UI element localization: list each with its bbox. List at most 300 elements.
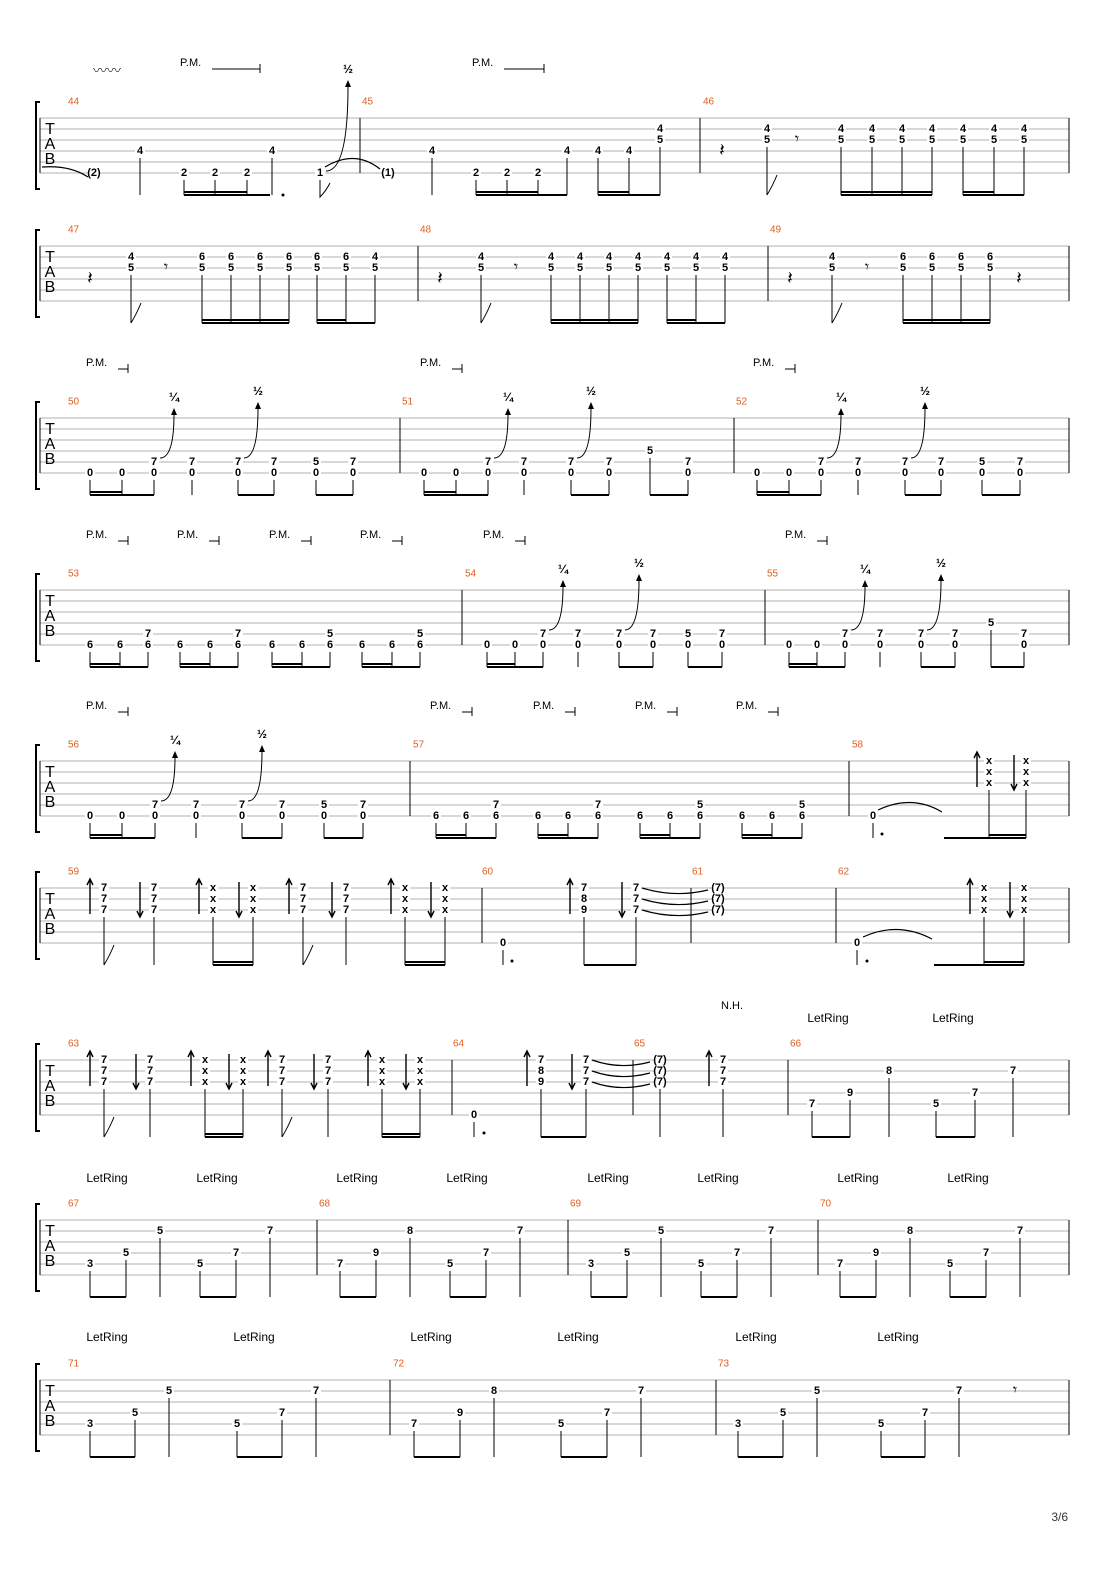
upstroke-icon	[388, 879, 394, 914]
fret-number: 7	[150, 903, 158, 916]
let-ring-label: LetRing	[86, 1330, 128, 1345]
bend-curve	[244, 408, 258, 458]
fret-number: 5	[371, 261, 379, 274]
fret-number: 0	[901, 466, 909, 479]
fret-number: 7	[238, 798, 246, 811]
upstroke-icon	[365, 1051, 371, 1086]
fret-number: 5	[646, 444, 654, 457]
measure-number: 52	[736, 396, 748, 408]
fret-number: 0	[574, 638, 582, 651]
fret-number: 4	[594, 144, 602, 157]
fret-number: x	[401, 881, 409, 894]
palm-mute-label: P.M.	[86, 699, 108, 712]
fret-number: 4	[136, 144, 144, 157]
bend-curve	[927, 580, 941, 630]
let-ring-label: LetRing	[735, 1330, 777, 1345]
fret-number: 5	[898, 133, 906, 146]
bend-arrowhead	[255, 402, 261, 409]
fret-number: 7	[921, 1406, 929, 1419]
fret-number: 7	[808, 1097, 816, 1110]
bend-amount: ¼	[557, 562, 569, 577]
fret-number: 6	[957, 250, 965, 263]
downstroke-icon	[137, 882, 143, 917]
fret-number: 8	[406, 1224, 414, 1237]
measure-number: 46	[703, 96, 715, 108]
palm-mute-label: P.M.	[483, 528, 505, 541]
fret-number: 0	[320, 809, 328, 822]
flag	[131, 303, 141, 323]
fret-number: 6	[326, 638, 334, 651]
bend-curve	[248, 751, 262, 801]
fret-number: 7	[567, 455, 575, 468]
fret-number: 0	[520, 466, 528, 479]
fret-number: 5	[990, 133, 998, 146]
bend-curve	[161, 757, 175, 801]
tab-clef-t: T	[45, 891, 55, 909]
fret-number: 6	[534, 809, 542, 822]
fret-number: 7	[632, 881, 640, 894]
fret-number: x	[1022, 776, 1030, 789]
fret-number: 4	[898, 122, 906, 135]
fret-number: 4	[547, 250, 555, 263]
fret-number: 5	[779, 1406, 787, 1419]
fret-number: (7)	[653, 1064, 667, 1077]
flag	[481, 303, 491, 323]
measure-number: 70	[820, 1198, 832, 1210]
downstroke-icon	[329, 882, 335, 917]
fret-number: 5	[320, 798, 328, 811]
eighth-rest: 𝄾	[513, 259, 519, 277]
fret-number: 5	[868, 133, 876, 146]
fret-number: 0	[605, 466, 613, 479]
fret-number: 0	[753, 466, 761, 479]
fret-number: 7	[232, 1246, 240, 1259]
palm-mute-label: P.M.	[753, 356, 775, 369]
fret-number: 7	[146, 1075, 154, 1088]
bend-curve	[549, 586, 563, 630]
flag	[320, 180, 330, 197]
fret-number: 7	[146, 1053, 154, 1066]
fret-number: 7	[151, 798, 159, 811]
tie	[863, 929, 932, 939]
fret-number: 6	[738, 809, 746, 822]
fret-number: 7	[324, 1064, 332, 1077]
let-ring-label: LetRing	[410, 1330, 452, 1345]
fret-number: 0	[238, 809, 246, 822]
upstroke-icon	[286, 879, 292, 914]
measure-number: 69	[570, 1198, 582, 1210]
fret-number: 6	[432, 809, 440, 822]
fret-number: x	[980, 903, 988, 916]
fret-number: 5	[198, 261, 206, 274]
palm-mute-label: P.M.	[533, 699, 555, 712]
let-ring-label: LetRing	[196, 1171, 238, 1186]
tab-clef-b: B	[44, 1253, 56, 1271]
fret-number: 4	[663, 250, 671, 263]
fret-number: 5	[196, 1257, 204, 1270]
fret-number: x	[441, 892, 449, 905]
fret-number: 7	[841, 627, 849, 640]
fret-number: (7)	[711, 903, 725, 916]
fret-number: 7	[299, 903, 307, 916]
fret-number: x	[980, 892, 988, 905]
fret-number: 7	[719, 1075, 727, 1088]
fret-number: 5	[131, 1406, 139, 1419]
page-number: 3/6	[1051, 1510, 1068, 1524]
fret-number: 6	[594, 809, 602, 822]
fret-number: 5	[312, 455, 320, 468]
tie	[592, 1071, 650, 1077]
fret-number: 2	[211, 166, 219, 179]
fret-number: 5	[156, 1224, 164, 1237]
fret-number: 7	[278, 1406, 286, 1419]
system-bracket	[36, 1364, 40, 1451]
palm-mute-label: P.M.	[180, 56, 202, 69]
fret-number: 0	[118, 466, 126, 479]
fret-number: 7	[278, 1064, 286, 1077]
fret-number: x	[985, 754, 993, 767]
tab-clef-a: A	[44, 1398, 56, 1416]
fret-number: 4	[428, 144, 436, 157]
fret-number: 0	[817, 466, 825, 479]
fret-number: 9	[872, 1246, 880, 1259]
fret-number: 5	[696, 798, 704, 811]
tab-clef-a: A	[44, 779, 56, 797]
fret-number: 4	[127, 250, 135, 263]
fret-number: x	[239, 1053, 247, 1066]
fret-number: 7	[150, 455, 158, 468]
fret-number: 0	[192, 809, 200, 822]
flag	[104, 1117, 114, 1137]
fret-number: x	[378, 1075, 386, 1088]
dot	[511, 960, 514, 963]
measure-number: 65	[634, 1038, 646, 1050]
fret-number: x	[1022, 765, 1030, 778]
fret-number: 5	[416, 627, 424, 640]
tab-clef-a: A	[44, 906, 56, 924]
fret-number: x	[416, 1053, 424, 1066]
flag	[303, 945, 313, 965]
let-ring-label: LetRing	[587, 1171, 629, 1186]
fret-number: 6	[564, 809, 572, 822]
fret-number: 5	[877, 1417, 885, 1430]
measure-number: 45	[362, 96, 374, 108]
tab-clef-b: B	[44, 451, 56, 469]
tab-clef-t: T	[45, 421, 55, 439]
fret-number: 0	[312, 466, 320, 479]
fret-number: 7	[234, 627, 242, 640]
fret-number: 4	[868, 122, 876, 135]
bend-arrowhead	[259, 745, 265, 752]
fret-number: 3	[86, 1417, 94, 1430]
measure-number: 71	[68, 1358, 80, 1370]
fret-number: 6	[234, 638, 242, 651]
fret-number: 0	[539, 638, 547, 651]
fret-number: 5	[557, 1417, 565, 1430]
measure-number: 60	[482, 866, 494, 878]
bend-amount: ¼	[168, 390, 180, 405]
fret-number: 6	[358, 638, 366, 651]
fret-number: 5	[1020, 133, 1028, 146]
fret-number: 0	[869, 809, 877, 822]
fret-number: 4	[656, 122, 664, 135]
fret-number: 5	[342, 261, 350, 274]
fret-number: 7	[836, 1257, 844, 1270]
fret-number: 7	[100, 1053, 108, 1066]
fret-number: 5	[313, 261, 321, 274]
bend-amount: ½	[919, 384, 931, 399]
let-ring-label: LetRing	[336, 1171, 378, 1186]
fret-number: x	[416, 1075, 424, 1088]
fret-number: 0	[854, 466, 862, 479]
tie	[642, 910, 708, 916]
fret-number: 7	[146, 1064, 154, 1077]
fret-number: 7	[719, 1064, 727, 1077]
downstroke-icon	[236, 882, 242, 917]
fret-number: 6	[986, 250, 994, 263]
fret-number: 7	[100, 1075, 108, 1088]
upstroke-icon	[265, 1051, 271, 1086]
fret-number: 7	[767, 1224, 775, 1237]
fret-number: 8	[580, 892, 588, 905]
fret-number: x	[201, 1053, 209, 1066]
fret-number: 3	[734, 1417, 742, 1430]
fret-number: 5	[899, 261, 907, 274]
fret-number: 4	[268, 144, 276, 157]
palm-mute-label: P.M.	[86, 528, 108, 541]
fret-number: 5	[165, 1384, 173, 1397]
fret-number: 4	[763, 122, 771, 135]
fret-number: 4	[634, 250, 642, 263]
fret-number: 0	[359, 809, 367, 822]
fret-number: 7	[955, 1384, 963, 1397]
fret-number: 7	[484, 455, 492, 468]
fret-number: 5	[285, 261, 293, 274]
tab-clef-t: T	[45, 121, 55, 139]
fret-number: 5	[721, 261, 729, 274]
tab-clef-b: B	[44, 1093, 56, 1111]
fret-number: 0	[1016, 466, 1024, 479]
fret-number: (1)	[381, 166, 395, 179]
fret-number: 7	[582, 1075, 590, 1088]
fret-number: x	[401, 892, 409, 905]
let-ring-label: LetRing	[697, 1171, 739, 1186]
measure-number: 53	[68, 568, 80, 580]
fret-number: 5	[576, 261, 584, 274]
fret-number: x	[209, 903, 217, 916]
fret-number: x	[239, 1064, 247, 1077]
fret-number: x	[201, 1064, 209, 1077]
fret-number: x	[378, 1053, 386, 1066]
palm-mute-label: P.M.	[635, 699, 657, 712]
tab-clef-a: A	[44, 1238, 56, 1256]
fret-number: 7	[982, 1246, 990, 1259]
fret-number: (7)	[711, 881, 725, 894]
upstroke-icon	[706, 1051, 712, 1086]
upstroke-icon	[196, 879, 202, 914]
fret-number: 6	[416, 638, 424, 651]
fret-number: 7	[582, 1064, 590, 1077]
fret-number: 5	[837, 133, 845, 146]
bend-arrowhead	[862, 580, 868, 587]
tie	[642, 899, 708, 905]
fret-number: 7	[192, 798, 200, 811]
let-ring-label: LetRing	[557, 1330, 599, 1345]
fret-number: 8	[537, 1064, 545, 1077]
fret-number: 0	[978, 466, 986, 479]
fret-number: 5	[763, 133, 771, 146]
bend-amount: ½	[256, 727, 268, 742]
measure-number: 50	[68, 396, 80, 408]
tab-clef-a: A	[44, 1078, 56, 1096]
fret-number: 9	[537, 1075, 545, 1088]
fret-number: 6	[492, 809, 500, 822]
downstroke-icon	[1007, 882, 1013, 917]
measure-number: 67	[68, 1198, 80, 1210]
fret-number: 0	[684, 466, 692, 479]
upstroke-icon	[188, 1051, 194, 1086]
fret-number: x	[1020, 881, 1028, 894]
fret-number: 4	[828, 250, 836, 263]
quarter-rest: 𝄽	[437, 267, 443, 288]
fret-number: 1	[316, 166, 324, 179]
fret-number: x	[1020, 892, 1028, 905]
fret-number: 5	[657, 1224, 665, 1237]
fret-number: 5	[663, 261, 671, 274]
fret-number: 4	[692, 250, 700, 263]
fret-number: 7	[817, 455, 825, 468]
fret-number: 6	[268, 638, 276, 651]
fret-number: 5	[813, 1384, 821, 1397]
fret-number: 0	[151, 809, 159, 822]
fret-number: 7	[349, 455, 357, 468]
fret-number: (7)	[653, 1053, 667, 1066]
fret-number: 6	[144, 638, 152, 651]
fret-number: 0	[1020, 638, 1028, 651]
dot	[881, 833, 884, 836]
fret-number: x	[985, 765, 993, 778]
bend-arrowhead	[172, 751, 178, 758]
bend-amount: ½	[342, 62, 354, 77]
fret-number: 9	[846, 1086, 854, 1099]
tie	[642, 888, 708, 894]
fret-number: 7	[324, 1053, 332, 1066]
fret-number: 7	[615, 627, 623, 640]
fret-number: x	[201, 1075, 209, 1088]
fret-number: x	[980, 881, 988, 894]
fret-number: 7	[637, 1384, 645, 1397]
measure-number: 51	[402, 396, 414, 408]
fret-number: 5	[656, 133, 664, 146]
palm-mute-label: P.M.	[360, 528, 382, 541]
measure-number: 73	[718, 1358, 730, 1370]
measure-number: 68	[319, 1198, 331, 1210]
fret-number: 7	[876, 627, 884, 640]
bend-arrowhead	[171, 408, 177, 415]
fret-number: 0	[951, 638, 959, 651]
measure-number: 49	[770, 224, 782, 236]
fret-number: 8	[906, 1224, 914, 1237]
fret-number: 7	[1020, 627, 1028, 640]
fret-number: x	[239, 1075, 247, 1088]
fret-number: 6	[227, 250, 235, 263]
fret-number: 6	[313, 250, 321, 263]
fret-number: 7	[718, 627, 726, 640]
fret-number: 0	[785, 466, 793, 479]
fret-number: 7	[312, 1384, 320, 1397]
fret-number: 7	[278, 798, 286, 811]
measure-number: 56	[68, 739, 80, 751]
tab-clef-b: B	[44, 794, 56, 812]
fret-number: 6	[86, 638, 94, 651]
flag	[282, 1117, 292, 1137]
measure-number: 63	[68, 1038, 80, 1050]
fret-number: 7	[937, 455, 945, 468]
fret-number: 5	[957, 261, 965, 274]
fret-number: 7	[539, 627, 547, 640]
fret-number: 7	[342, 881, 350, 894]
fret-number: 2	[534, 166, 542, 179]
fret-number: 5	[697, 1257, 705, 1270]
bend-arrowhead	[636, 574, 642, 581]
eighth-rest: 𝄾	[864, 259, 870, 277]
eighth-rest: 𝄾	[1012, 1382, 1018, 1400]
fret-number: 5	[233, 1417, 241, 1430]
fret-number: 4	[721, 250, 729, 263]
fret-number: 7	[719, 1053, 727, 1066]
downstroke-icon	[428, 882, 434, 917]
fret-number: x	[985, 776, 993, 789]
tab-clef-b: B	[44, 921, 56, 939]
palm-mute-label: P.M.	[472, 56, 494, 69]
eighth-rest: 𝄾	[794, 131, 800, 149]
fret-number: 2	[180, 166, 188, 179]
upstroke-icon	[524, 1051, 530, 1086]
fret-number: 5	[227, 261, 235, 274]
tab-clef-b: B	[44, 1413, 56, 1431]
fret-number: 9	[580, 903, 588, 916]
system-bracket	[36, 1204, 40, 1291]
let-ring-label: LetRing	[233, 1330, 275, 1345]
fret-number: 7	[733, 1246, 741, 1259]
tab-clef-t: T	[45, 593, 55, 611]
natural-harmonic-label: N.H.	[721, 999, 743, 1012]
upstroke-icon	[87, 1051, 93, 1086]
fret-number: 7	[605, 455, 613, 468]
fret-number: 4	[563, 144, 571, 157]
fret-number: 6	[388, 638, 396, 651]
fret-number: 3	[587, 1257, 595, 1270]
fret-number: 0	[278, 809, 286, 822]
fret-number: 7	[1016, 455, 1024, 468]
downstroke-icon	[226, 1054, 232, 1089]
fret-number: x	[378, 1064, 386, 1077]
fret-number: 5	[828, 261, 836, 274]
vibrato-mark: 〰〰	[93, 62, 121, 79]
let-ring-label: LetRing	[837, 1171, 879, 1186]
upstroke-icon	[974, 752, 980, 787]
bend-arrowhead	[505, 408, 511, 415]
tab-clef-b: B	[44, 279, 56, 297]
fret-number: 0	[452, 466, 460, 479]
fret-number: 4	[605, 250, 613, 263]
fret-number: 0	[234, 466, 242, 479]
fret-number: 5	[946, 1257, 954, 1270]
tab-clef-b: B	[44, 151, 56, 169]
fret-number: 5	[986, 261, 994, 274]
tie	[592, 1082, 650, 1088]
let-ring-label: LetRing	[947, 1171, 989, 1186]
